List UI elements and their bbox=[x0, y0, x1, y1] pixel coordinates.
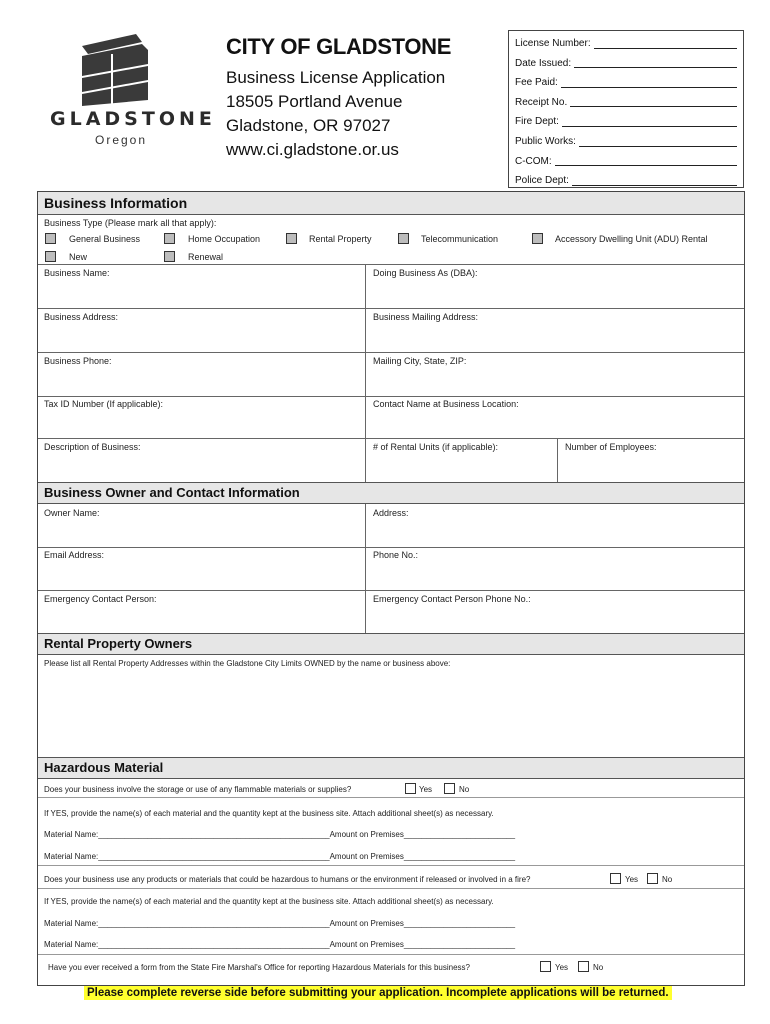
business-name-field[interactable]: Business Name: bbox=[44, 268, 110, 278]
rental-note: Please list all Rental Property Addresses within the Gladstone City Limits OWNED by the name or business above: bbox=[44, 659, 451, 668]
renewal-label: Renewal bbox=[188, 252, 224, 262]
logo-wordmark: GLADSTONE bbox=[50, 108, 216, 130]
owner-heading: Business Owner and Contact Information bbox=[38, 482, 744, 504]
checkbox-telecommunication[interactable] bbox=[398, 233, 409, 244]
material-line-1[interactable]: Material Name:____________________________________________________Amount on Premises_________________________ bbox=[44, 830, 516, 839]
hazard-q2: Does your business use any products or materials that could be hazardous to humans or the environment if released or involved in a fire? bbox=[44, 875, 531, 884]
police-dept-field[interactable]: Police Dept: bbox=[515, 171, 737, 191]
general-business-label: General Business bbox=[69, 234, 141, 244]
email-field[interactable]: Email Address: bbox=[44, 550, 105, 560]
footer-notice: Please complete reverse side before submitting your application. Incomplete applications will be returned. bbox=[84, 986, 672, 1000]
phone-field[interactable]: Phone No.: bbox=[373, 550, 419, 560]
checkbox-renewal[interactable] bbox=[164, 251, 175, 262]
description-field[interactable]: Description of Business: bbox=[44, 442, 141, 452]
emergency-contact-field[interactable]: Emergency Contact Person: bbox=[44, 594, 157, 604]
business-mailing-address-field[interactable]: Business Mailing Address: bbox=[373, 312, 479, 322]
owner-name-field[interactable]: Owner Name: bbox=[44, 508, 100, 518]
q1-no-checkbox[interactable] bbox=[444, 783, 455, 794]
website: www.ci.gladstone.or.us bbox=[226, 140, 399, 159]
divider bbox=[38, 352, 744, 353]
gladstone-logo-mark-icon bbox=[82, 34, 150, 106]
dba-field[interactable]: Doing Business As (DBA): bbox=[373, 268, 478, 278]
divider bbox=[38, 308, 744, 309]
checkbox-adu-rental[interactable] bbox=[532, 233, 543, 244]
q3-no-label: No bbox=[593, 963, 604, 972]
q3-yes-checkbox[interactable] bbox=[540, 961, 551, 972]
divider bbox=[38, 954, 744, 955]
rental-units-field[interactable]: # of Rental Units (if applicable): bbox=[373, 442, 499, 452]
business-info-heading: Business Information bbox=[38, 192, 744, 215]
fire-dept-field[interactable]: Fire Dept: bbox=[515, 112, 737, 132]
rental-heading: Rental Property Owners bbox=[38, 633, 744, 655]
new-label: New bbox=[69, 252, 88, 262]
checkbox-new[interactable] bbox=[45, 251, 56, 262]
material-line-2[interactable]: Material Name:____________________________________________________Amount on Premises_________________________ bbox=[44, 852, 516, 861]
divider bbox=[38, 438, 744, 439]
checkbox-rental-property[interactable] bbox=[286, 233, 297, 244]
receipt-no-field[interactable]: Receipt No. bbox=[515, 93, 737, 113]
divider bbox=[38, 264, 744, 265]
hazard-q1: Does your business involve the storage or use of any flammable materials or supplies? bbox=[44, 785, 352, 794]
divider bbox=[38, 797, 744, 798]
fee-paid-field[interactable]: Fee Paid: bbox=[515, 73, 737, 93]
q2-yes-label: Yes bbox=[625, 875, 639, 884]
q3-yes-label: Yes bbox=[555, 963, 569, 972]
street-address: 18505 Portland Avenue bbox=[226, 92, 403, 111]
gladstone-logo bbox=[50, 32, 216, 152]
emergency-phone-field[interactable]: Emergency Contact Person Phone No.: bbox=[373, 594, 531, 604]
q2-yes-checkbox[interactable] bbox=[610, 873, 621, 884]
q1-yes-checkbox[interactable] bbox=[405, 783, 416, 794]
divider bbox=[38, 590, 744, 591]
contact-name-field[interactable]: Contact Name at Business Location: bbox=[373, 399, 519, 409]
business-address-field[interactable]: Business Address: bbox=[44, 312, 119, 322]
divider bbox=[38, 888, 744, 889]
q2-no-checkbox[interactable] bbox=[647, 873, 658, 884]
business-phone-field[interactable]: Business Phone: bbox=[44, 356, 112, 366]
logo-subtitle: Oregon bbox=[94, 133, 148, 147]
q3-no-checkbox[interactable] bbox=[578, 961, 589, 972]
city-header bbox=[226, 34, 451, 162]
hazard-q3: Have you ever received a form from the State Fire Marshal's Office for reporting Hazardous Materials for this business? bbox=[48, 963, 470, 972]
hazard-ifyes-2: If YES, provide the name(s) of each material and the quantity kept at the business site. Attach additional sheet(s) as necessary. bbox=[44, 897, 494, 906]
telecommunication-label: Telecommunication bbox=[421, 234, 499, 244]
material-line-3[interactable]: Material Name:____________________________________________________Amount on Premises_________________________ bbox=[44, 919, 516, 928]
q1-yes-label: Yes bbox=[419, 785, 433, 794]
tax-id-field[interactable]: Tax ID Number (If applicable): bbox=[44, 399, 164, 409]
checkbox-home-occupation[interactable] bbox=[164, 233, 175, 244]
license-number-field[interactable]: License Number: bbox=[515, 34, 737, 54]
city-state-zip: Gladstone, OR 97027 bbox=[226, 116, 391, 135]
divider bbox=[38, 865, 744, 866]
column-divider bbox=[365, 504, 366, 636]
hazard-ifyes-1: If YES, provide the name(s) of each material and the quantity kept at the business site. Attach additional sheet(s) as necessary. bbox=[44, 809, 494, 818]
divider bbox=[38, 396, 744, 397]
date-issued-field[interactable]: Date Issued: bbox=[515, 54, 737, 74]
home-occupation-label: Home Occupation bbox=[188, 234, 261, 244]
public-works-field[interactable]: Public Works: bbox=[515, 132, 737, 152]
c-com-field[interactable]: C-COM: bbox=[515, 152, 737, 172]
material-line-4[interactable]: Material Name:____________________________________________________Amount on Premises_________________________ bbox=[44, 940, 516, 949]
employees-field[interactable]: Number of Employees: bbox=[565, 442, 657, 452]
divider bbox=[38, 547, 744, 548]
office-use-box bbox=[508, 30, 744, 188]
application-form bbox=[37, 191, 745, 986]
q1-no-label: No bbox=[459, 785, 470, 794]
checkbox-general-business[interactable] bbox=[45, 233, 56, 244]
mailing-city-state-zip-field[interactable]: Mailing City, State, ZIP: bbox=[373, 356, 467, 366]
owner-address-field[interactable]: Address: bbox=[373, 508, 409, 518]
application-title: Business License Application bbox=[226, 68, 446, 87]
hazard-heading: Hazardous Material bbox=[38, 757, 744, 779]
city-title: CITY OF GLADSTONE bbox=[226, 34, 452, 59]
column-divider-employees bbox=[557, 438, 558, 482]
business-type-label: Business Type (Please mark all that apply): bbox=[44, 218, 217, 228]
rental-property-label: Rental Property bbox=[309, 234, 372, 244]
column-divider bbox=[365, 264, 366, 482]
q2-no-label: No bbox=[662, 875, 673, 884]
adu-rental-label: Accessory Dwelling Unit (ADU) Rental bbox=[555, 234, 708, 244]
rental-addresses-area[interactable] bbox=[38, 668, 744, 756]
